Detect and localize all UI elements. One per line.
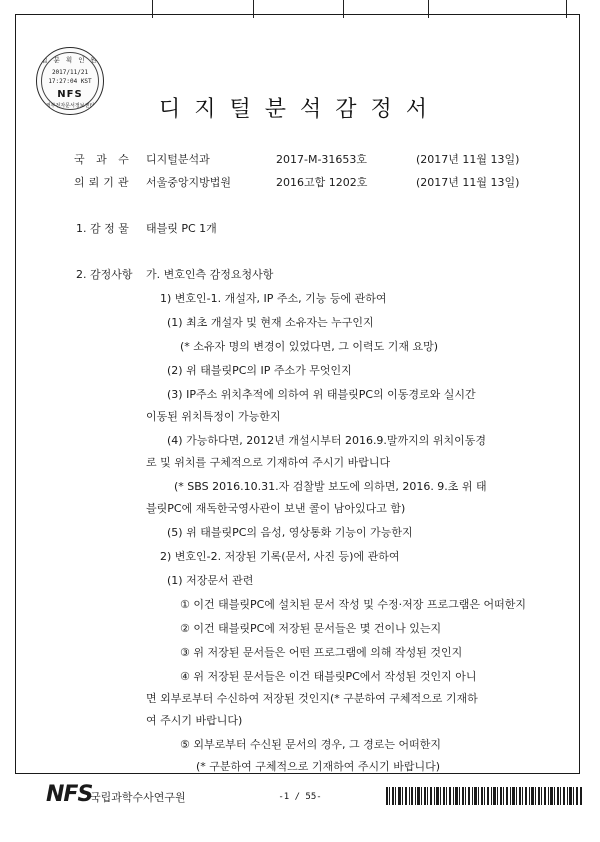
requester-label: 의뢰기관 (74, 176, 133, 189)
body-line: ③ 위 저장된 문서들은 어떤 프로그램에 의해 작성된 것인지 (180, 646, 463, 659)
seal-bottom-text: 정부전자문서정보센터 (45, 103, 95, 109)
seal-time: 17:27:04 KST (48, 78, 92, 85)
page-number: -1 / 55- (278, 792, 322, 802)
seal-logo: NFS (57, 89, 83, 100)
section2-heading: 가. 변호인측 감정요청사항 (146, 268, 274, 281)
body-line: (4) 가능하다면, 2012년 개설시부터 2016.9.말까지의 위치이동경 (167, 434, 487, 447)
body-line: 로 및 위치를 구체적으로 기재하여 주시기 바랍니다 (146, 456, 391, 469)
nfs-logo: NFS (46, 782, 93, 807)
body-line: 1) 변호인-1. 개설자, IP 주소, 기능 등에 관하여 (160, 292, 387, 305)
body-line: ⑤ 외부로부터 수신된 문서의 경우, 그 경로는 어떠한지 (180, 738, 441, 751)
requester-value: 서울중앙지방법원 (146, 176, 232, 189)
agency-label: 국 과 수 (74, 153, 133, 166)
body-line: (5) 위 태블릿PC의 음성, 영상통화 기능이 가능한지 (167, 526, 413, 539)
barcode-icon (386, 787, 582, 805)
body-line: 블릿PC에 재독한국영사관이 보낸 콜이 남아있다고 함) (146, 502, 406, 515)
body-line: 면 외부로부터 수신하여 저장된 것인지(* 구분하여 구체적으로 기재하 (146, 692, 478, 705)
body-line: (1) 최초 개설자 및 현재 소유자는 누구인지 (167, 316, 374, 329)
requester-date: (2017년 11월 13일) (416, 176, 520, 189)
seal-date: 2017/11/21 (51, 69, 89, 76)
body-line: (* 소유자 명의 변경이 있었다면, 그 이력도 기재 요망) (180, 340, 439, 353)
agency-value: 디지털분석과 (146, 153, 210, 166)
footer-org-name: 국립과학수사연구원 (90, 791, 186, 804)
requester-number: 2016고합 1202호 (276, 176, 368, 189)
section1-value: 태블릿 PC 1개 (146, 222, 217, 235)
body-line: 여 주시기 바랍니다) (146, 714, 243, 727)
body-line: (3) IP주소 위치추적에 의하여 위 태블릿PC의 이동경로와 실시간 (167, 388, 476, 401)
body-line: ④ 위 저장된 문서들은 이건 태블릿PC에서 작성된 것인지 아니 (180, 670, 477, 683)
agency-number: 2017-M-31653호 (276, 153, 368, 166)
body-line: ② 이건 태블릿PC에 저장된 문서들은 몇 건이나 있는지 (180, 622, 442, 635)
body-line: (* 구분하여 구체적으로 기재하여 주시기 바랍니다) (196, 760, 441, 773)
body-line: (* SBS 2016.10.31.자 검찰발 보도에 의하면, 2016. 9.초 위 태 (174, 480, 487, 493)
document-title: 디지털분석감정서 (158, 97, 442, 122)
body-line: (1) 저장문서 관련 (167, 574, 254, 587)
section1-label: 1. 감 정 물 (76, 222, 129, 235)
body-line: 이동된 위치특정이 가능한지 (146, 410, 281, 423)
agency-date: (2017년 11월 13일) (416, 153, 520, 166)
body-line: 2) 변호인-2. 저장된 기록(문서, 사진 등)에 관하여 (160, 550, 400, 563)
body-line: (2) 위 태블릿PC의 IP 주소가 무엇인지 (167, 364, 352, 377)
seal-top-text: 접 분 획 인 원 (41, 56, 99, 64)
section2-label: 2. 감정사항 (76, 268, 133, 281)
body-line: ① 이건 태블릿PC에 설치된 문서 작성 및 수정·저장 프로그램은 어떠한지 (180, 598, 527, 611)
